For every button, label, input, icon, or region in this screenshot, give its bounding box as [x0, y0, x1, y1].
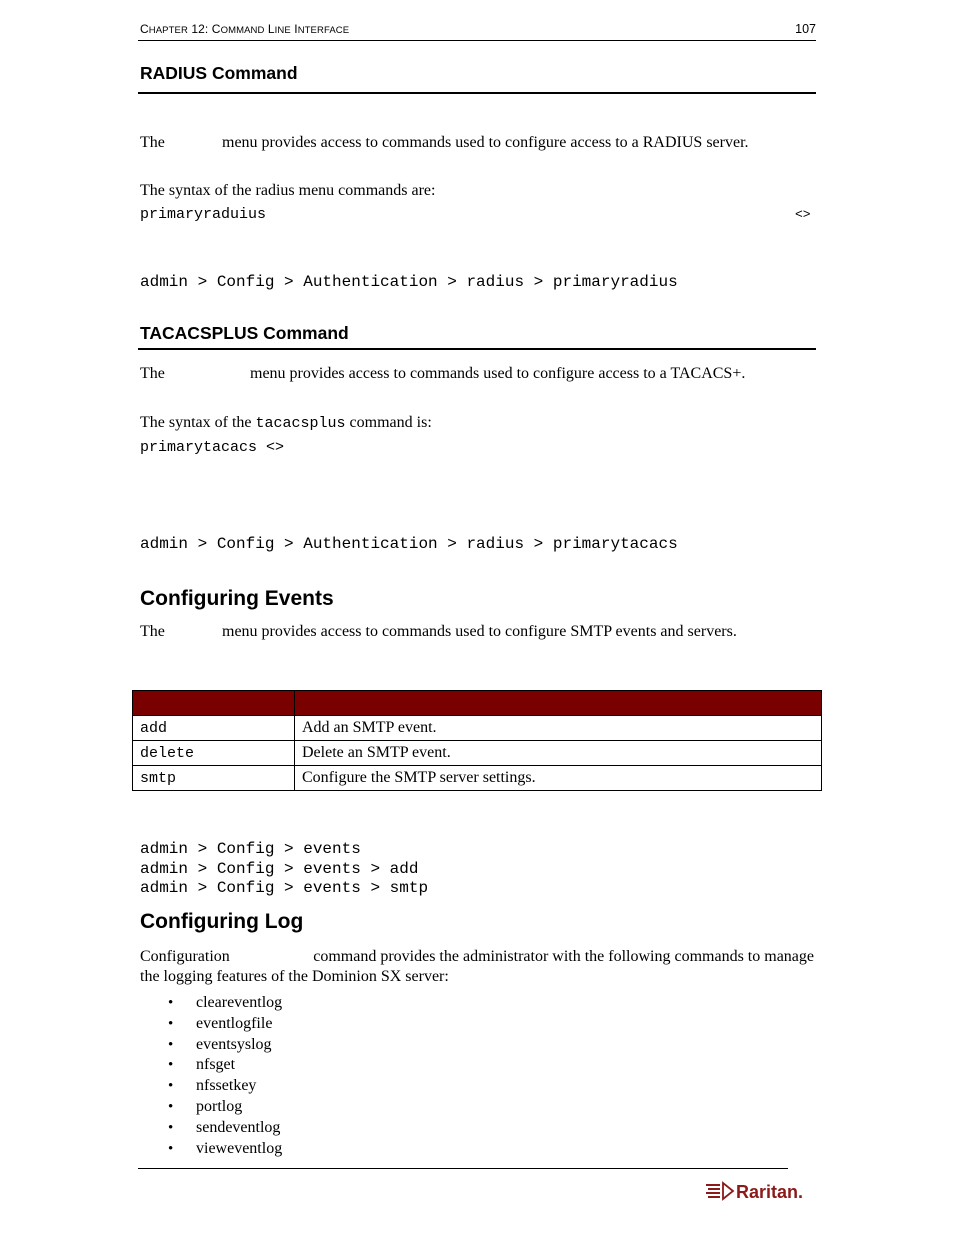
list-item: • eventlogfile [168, 1014, 282, 1035]
radius-syntax-arg: <> [795, 207, 811, 222]
page-number: 107 [795, 22, 816, 36]
log-heading: Configuring Log [140, 910, 304, 933]
header-rule [138, 40, 816, 41]
log-intro-line2: the logging features of the Dominion SX server: [140, 968, 449, 985]
list-item: • portlog [168, 1097, 282, 1118]
log-command-list [168, 993, 282, 1159]
list-item: • sendeventlog [168, 1118, 282, 1139]
logo-text: Raritan. [736, 1182, 804, 1202]
raritan-logo [706, 1178, 814, 1204]
list-item: • nfssetkey [168, 1076, 282, 1097]
events-example-3: admin > Config > events > smtp [140, 879, 429, 897]
radius-example: admin > Config > Authentication > radius > primaryradius [140, 273, 678, 291]
events-example-1: admin > Config > events [140, 840, 361, 858]
tacacs-syntax-pre: The syntax of the [140, 414, 256, 431]
description-cell: Delete an SMTP event. [295, 741, 822, 766]
table-header-cell [295, 691, 822, 716]
radius-syntax-command: primaryraduius [140, 206, 267, 223]
tacacs-intro-the: The [140, 365, 165, 382]
tacacs-heading-rule [138, 348, 816, 350]
command-cell: delete [133, 741, 295, 766]
log-intro-word: Configuration [140, 948, 230, 965]
chapter-label: CHAPTER 12: COMMAND LINE INTERFACE [140, 22, 350, 36]
list-item: • cleareventlog [168, 993, 282, 1014]
radius-heading-rule [138, 92, 816, 94]
radius-intro-text: menu provides access to commands used to configure access to a RADIUS server. [222, 134, 749, 151]
table-row [133, 766, 822, 791]
events-example-2: admin > Config > events > add [140, 860, 419, 878]
events-heading: Configuring Events [140, 587, 334, 610]
description-cell: Configure the SMTP server settings. [295, 766, 822, 791]
events-intro-text: menu provides access to commands used to configure SMTP events and servers. [222, 623, 737, 640]
command-cell: add [133, 716, 295, 741]
tacacs-syntax-code: tacacsplus [255, 415, 346, 432]
description-cell: Add an SMTP event. [295, 716, 822, 741]
list-item: • eventsyslog [168, 1035, 282, 1056]
command-cell: smtp [133, 766, 295, 791]
table-row [133, 741, 822, 766]
tacacs-intro-text: menu provides access to commands used to configure access to a TACACS+. [250, 365, 746, 382]
events-command-table [132, 690, 822, 791]
list-item: • vieweventlog [168, 1139, 282, 1160]
radius-heading: RADIUS Command [140, 63, 298, 83]
tacacs-example: admin > Config > Authentication > radius > primarytacacs [140, 535, 678, 553]
tacacs-syntax-post: command is: [345, 414, 432, 431]
tacacs-syntax-intro [140, 413, 432, 434]
running-header [140, 22, 349, 36]
table-row [133, 716, 822, 741]
radius-intro-the: The [140, 134, 165, 151]
table-header-cell [133, 691, 295, 716]
log-intro-text: command provides the administrator with the following commands to manage [313, 948, 814, 965]
tacacs-heading: TACACSPLUS Command [140, 323, 349, 343]
list-item: • nfsget [168, 1055, 282, 1076]
radius-syntax-intro: The syntax of the radius menu commands are: [140, 182, 436, 199]
tacacs-syntax-command: primarytacacs <> [140, 439, 285, 456]
table-header-row [133, 691, 822, 716]
footer-rule [138, 1168, 788, 1169]
events-intro-the: The [140, 623, 165, 640]
